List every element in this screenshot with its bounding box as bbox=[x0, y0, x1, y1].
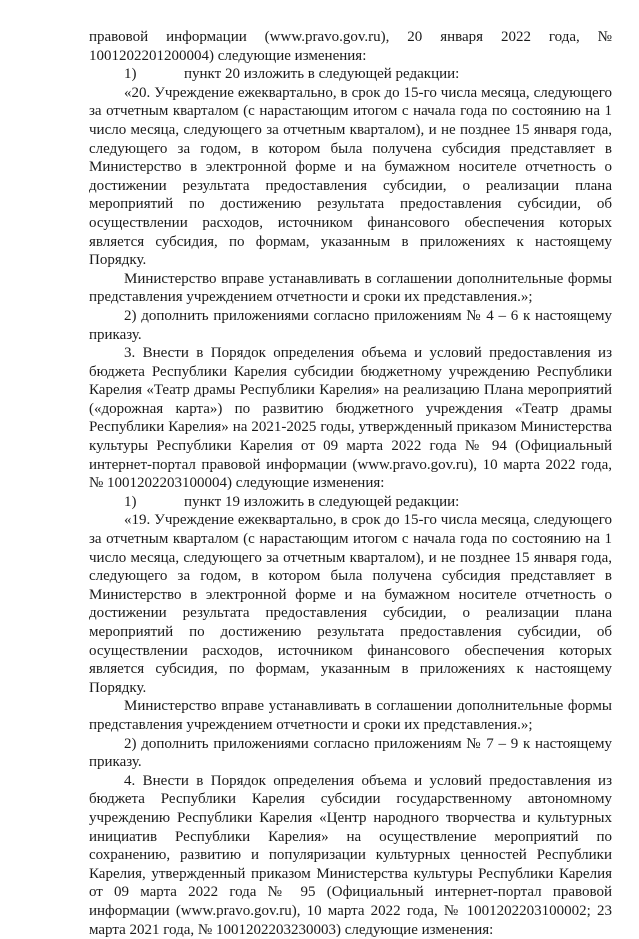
paragraph-add-appendices-7-9: 2) дополнить приложениями согласно приложениям № 7 – 9 к настоящему приказу. bbox=[89, 735, 612, 771]
list-item-1 bbox=[89, 65, 612, 84]
paragraph-clause-19: «19. Учреждение ежеквартально, в срок до 15-го числа месяца, следующего за отчетным кварталом (с нарастающим итогом с начала года по состоянию на 1 число месяца, следующего за отчетным кварталом), и не позднее 15 января года, следующего за годом, в котором была получена субсидия представляет в Министерство в электронной форме и на бумажном носителе отчетность о достижении результата предоставления субсидии, о реализации плана мероприятий по достижению результата предоставления субсидии, об осуществлении расходов, источником финансового обеспечения которых является субсидия, по формам, указанным в приложениях к настоящему Порядку. bbox=[89, 512, 612, 696]
list-item-number: 1) bbox=[124, 493, 137, 510]
paragraph-add-appendices-4-6: 2) дополнить приложениями согласно приложениям № 4 – 6 к настоящему приказу. bbox=[89, 307, 612, 343]
list-item-text: пункт 19 изложить в следующей редакции: bbox=[184, 493, 460, 510]
paragraph-section-3: 3. Внести в Порядок определения объема и условий предоставления из бюджета Республики Карелия субсидии бюджетному учреждению Республики Карелия «Театр драмы Республики Карелия» на реализацию Плана мероприятий («дорожная карта») по развитию бюджетного учреждения «Театр драмы Республики Карелия» на 2021-2025 годы, утвержденный приказом Министерства культуры Республики Карелия от 09 марта 2022 года № 94 (Официальный интернет-портал правовой информации (www.pravo.gov.ru), 10 марта 2022 года, № 1001202203100004) следующие изменения: bbox=[89, 345, 612, 492]
list-item-text: пункт 20 изложить в следующей редакции: bbox=[184, 66, 460, 83]
paragraph-ministry-right-2: Министерство вправе устанавливать в соглашении дополнительные формы представления учреждением отчетности и сроки их представления.»; bbox=[89, 698, 612, 733]
paragraph-ministry-right: Министерство вправе устанавливать в соглашении дополнительные формы представления учреждением отчетности и сроки их представления.»; bbox=[89, 270, 612, 306]
paragraph-section-4: 4. Внести в Порядок определения объема и условий предоставления из бюджета Республики Карелия субсидии государственному автономному учреждению Республики Карелия «Центр народного творчества и культурных инициатив Республики Карелия» на осуществление мероприятий по сохранению, развитию и популяризации культурных ценностей Республики Карелия, утвержденный приказом Министерства культуры Республики Карелия от 09 марта 2022 года № 95 (Официальный интернет-портал правовой информации (www.pravo.gov.ru), 10 марта 2022 года, № 1001202203100002; 23 марта 2021 года, № 1001202203230003) следующие изменения: bbox=[89, 772, 612, 938]
list-item-number: 1) bbox=[124, 66, 137, 83]
paragraph-continuation: правовой информации (www.pravo.gov.ru), 20 января 2022 года, № 1001202201200004) следующие изменения: bbox=[89, 29, 612, 64]
list-item-1-section-3 bbox=[89, 493, 612, 512]
paragraph-clause-20: «20. Учреждение ежеквартально, в срок до 15-го числа месяца, следующего за отчетным кварталом (с нарастающим итогом с начала года по состоянию на 1 число месяца, следующего за отчетным кварталом), и не позднее 15 января года, следующего за годом, в котором была получена субсидия представляет в Министерство в электронной форме и на бумажном носителе отчетность о достижении результата предоставления субсидии, о реализации плана мероприятий по достижению результата предоставления субсидии, об осуществлении расходов, источником финансового обеспечения которых является субсидия, по формам, указанным в приложениях к настоящему Порядку. bbox=[89, 84, 612, 269]
